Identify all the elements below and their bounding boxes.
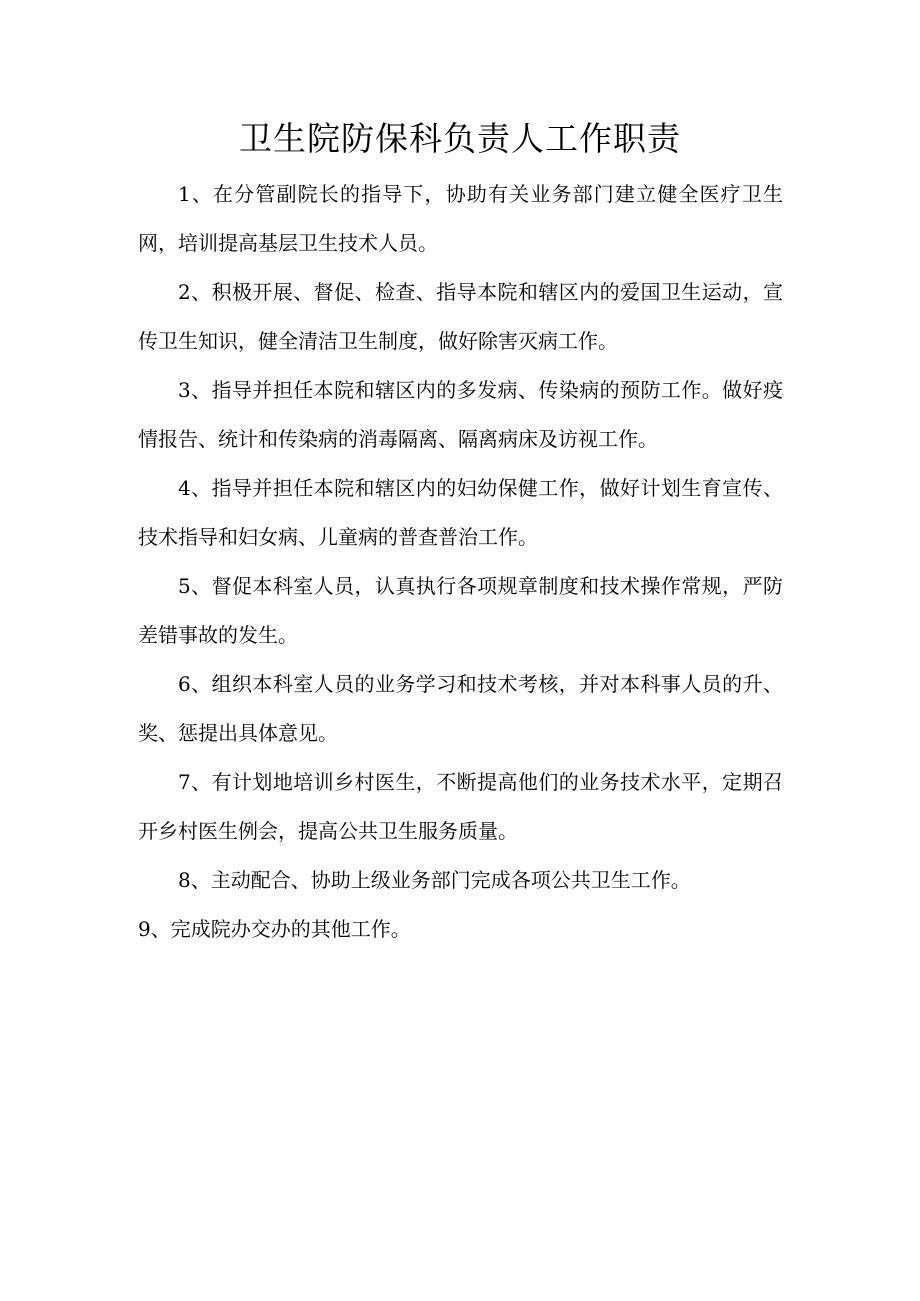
duty-item-2: 2、积极开展、督促、检查、指导本院和辖区内的爱国卫生运动，宣传卫生知识，健全清洁卫生制度，做好除害灭病工作。 — [138, 280, 783, 353]
duty-item-4: 4、指导并担任本院和辖区内的妇幼保健工作，做好计划生育宣传、技术指导和妇女病、儿童病的普查普治工作。 — [138, 476, 783, 549]
duty-item-7: 7、有计划地培训乡村医生，不断提高他们的业务技术水平，定期召开乡村医生例会，提高公共卫生服务质量。 — [138, 770, 783, 843]
duty-item-9: 9、完成院办交办的其他工作。 — [138, 917, 411, 941]
document-title: 卫生院防保科负责人工作职责 — [239, 119, 681, 158]
duty-item-6: 6、组织本科室人员的业务学习和技术考核，并对本科事人员的升、奖、惩提出具体意见。 — [138, 672, 783, 745]
duty-item-5: 5、督促本科室人员，认真执行各项规章制度和技术操作常规，严防差错事故的发生。 — [138, 574, 783, 647]
document-body — [138, 170, 783, 954]
duty-item-3: 3、指导并担任本院和辖区内的多发病、传染病的预防工作。做好疫情报告、统计和传染病的消毒隔离、隔离病床及访视工作。 — [138, 378, 783, 451]
duty-item-8: 8、主动配合、协助上级业务部门完成各项公共卫生工作。 — [178, 868, 691, 892]
duty-item-1: 1、在分管副院长的指导下，协助有关业务部门建立健全医疗卫生网，培训提高基层卫生技术人员。 — [138, 182, 783, 255]
